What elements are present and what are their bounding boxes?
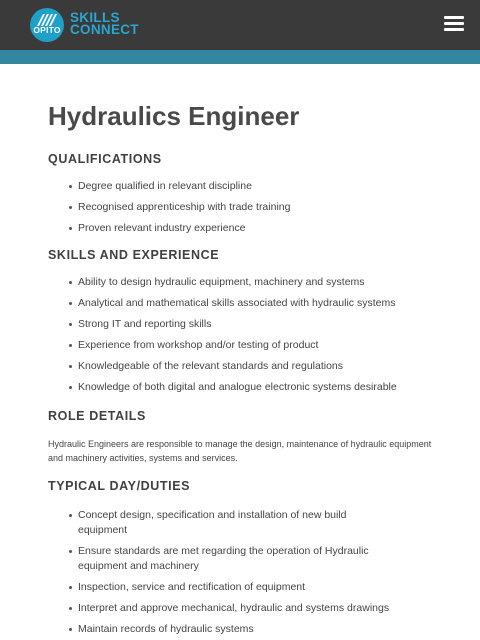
section-title-skills: SKILLS AND EXPERIENCE xyxy=(48,248,220,262)
main-content xyxy=(48,64,448,637)
section-title-role-details: ROLE DETAILS xyxy=(48,409,146,423)
list-item: Proven relevant industry experience xyxy=(78,221,448,236)
menu-bar xyxy=(444,16,464,19)
menu-bar xyxy=(444,28,464,31)
list-item: Strong IT and reporting skills xyxy=(78,317,448,332)
opito-logo[interactable] xyxy=(30,8,64,42)
list-item: Recognised apprenticeship with trade training xyxy=(78,200,448,215)
page-title: Hydraulics Engineer xyxy=(48,101,300,131)
menu-bar xyxy=(444,22,464,25)
logo-stripes-icon xyxy=(34,12,60,26)
accent-bar xyxy=(0,50,480,64)
list-item: Knowledge of both digital and analogue electronic systems desirable xyxy=(78,380,448,395)
brand-line-1: SKILLS xyxy=(70,10,120,25)
duties-list xyxy=(48,508,448,637)
hamburger-menu-icon[interactable] xyxy=(444,16,466,34)
list-item: Knowledgeable of the relevant standards and regulations xyxy=(78,359,448,374)
qualifications-list xyxy=(48,179,448,236)
list-item: Ensure standards are met regarding the operation of Hydraulic equipment and machinery xyxy=(78,544,398,574)
list-item: Experience from workshop and/or testing of product xyxy=(78,338,448,353)
list-item: Maintain records of hydraulic systems xyxy=(78,622,398,637)
list-item: Analytical and mathematical skills associated with hydraulic systems xyxy=(78,296,448,311)
section-title-duties: TYPICAL DAY/DUTIES xyxy=(48,479,191,493)
list-item: Degree qualified in relevant discipline xyxy=(78,179,448,194)
role-details-text: Hydraulic Engineers are responsible to manage the design, maintenance of hydraulic equipment and machinery activities, systems and services. xyxy=(48,439,432,463)
list-item: Concept design, specification and installation of new build equipment xyxy=(78,508,398,538)
logo-text: OPITO xyxy=(33,25,61,35)
brand-line-2: CONNECT xyxy=(70,22,139,37)
list-item: Interpret and approve mechanical, hydraulic and systems drawings xyxy=(78,601,398,616)
skills-list xyxy=(48,275,448,395)
site-header xyxy=(0,0,480,50)
brand-name[interactable] xyxy=(70,12,139,36)
list-item: Inspection, service and rectification of equipment xyxy=(78,580,398,595)
section-title-qualifications: QUALIFICATIONS xyxy=(48,152,162,166)
list-item: Ability to design hydraulic equipment, machinery and systems xyxy=(78,275,448,290)
